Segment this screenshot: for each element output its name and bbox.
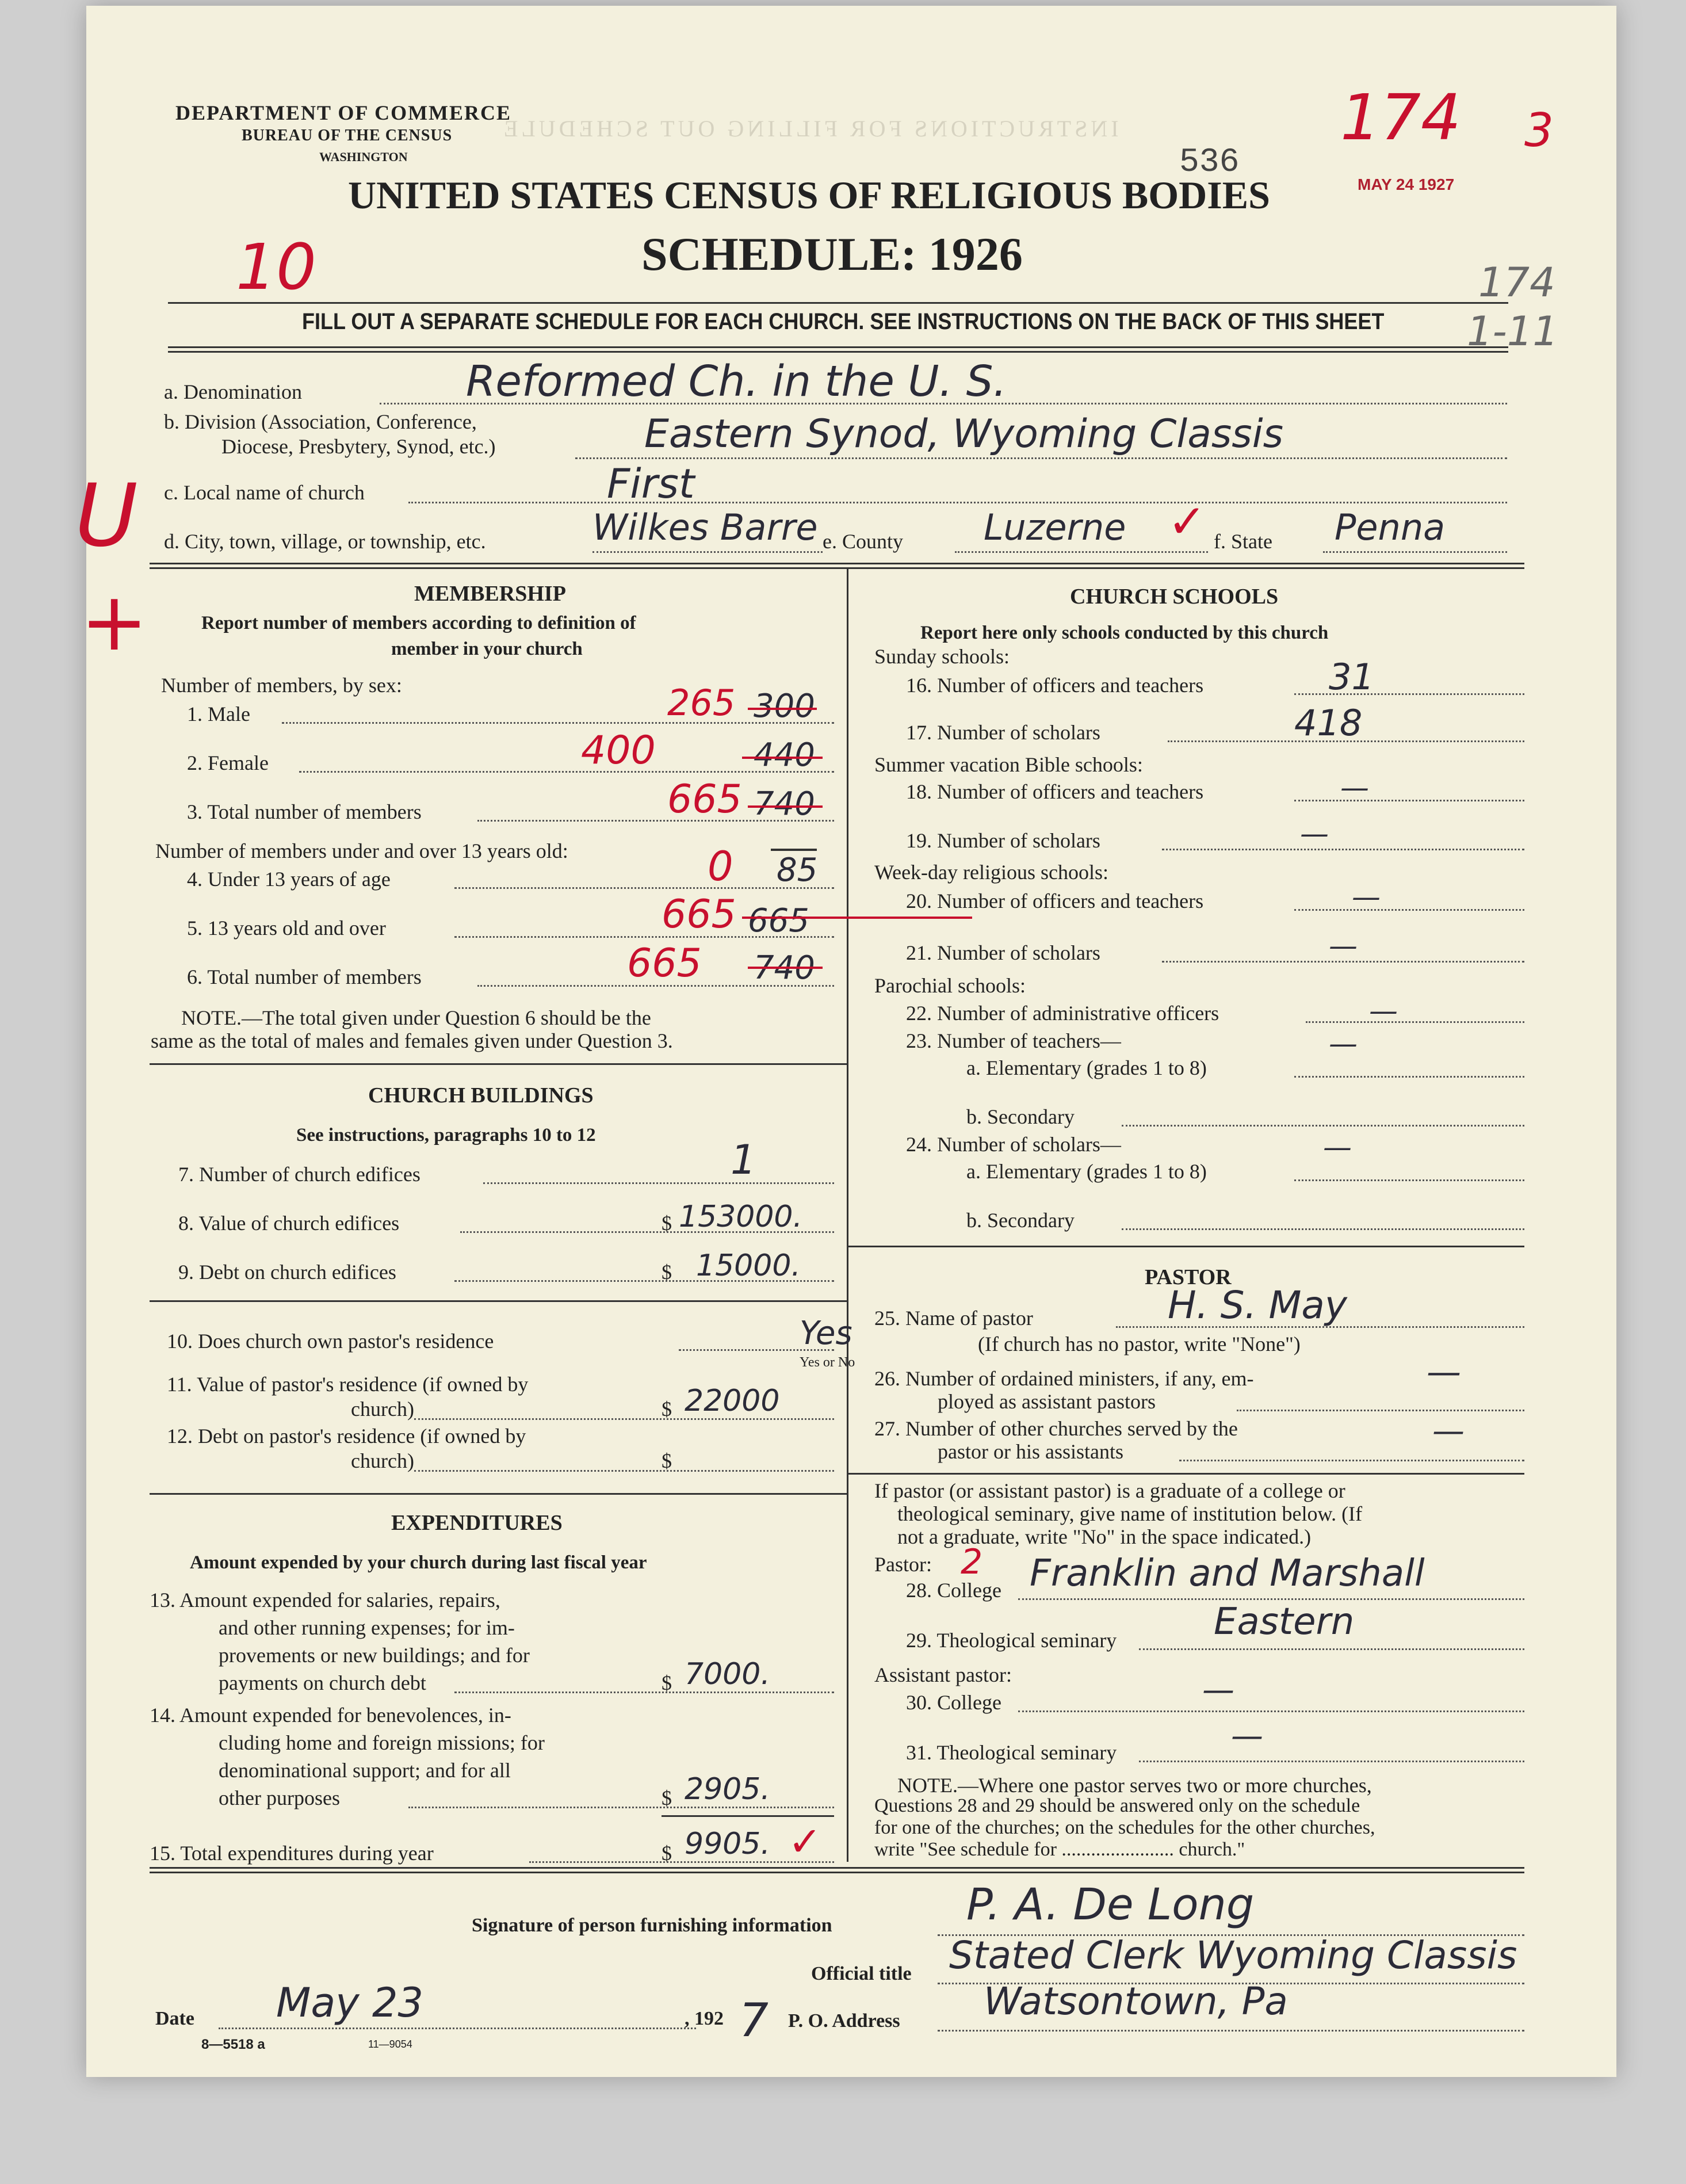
q23b-label: b. Secondary bbox=[966, 1105, 1075, 1128]
q14-dollar: $ bbox=[662, 1786, 672, 1809]
q16-label: 16. Number of officers and teachers bbox=[906, 674, 1204, 697]
q7-edifices-label: 7. Number of church edifices bbox=[178, 1163, 420, 1186]
q24-value: — bbox=[1323, 1131, 1352, 1164]
q30-label: 30. College bbox=[906, 1691, 1001, 1714]
county-label: e. County bbox=[823, 530, 903, 553]
q14-value: 2905. bbox=[685, 1772, 770, 1807]
graduate-text-2: theological seminary, give name of institution below. (If bbox=[897, 1502, 1363, 1525]
assistant-subhead: Assistant pastor: bbox=[874, 1663, 1012, 1686]
state-line bbox=[1323, 551, 1507, 553]
q2-strike bbox=[742, 757, 823, 759]
local-name-label: c. Local name of church bbox=[164, 481, 365, 504]
q28-label: 28. College bbox=[906, 1579, 1001, 1602]
membership-bottom-rule bbox=[150, 1063, 847, 1065]
membership-sub-2: member in your church bbox=[391, 639, 583, 659]
q6-total-label: 6. Total number of members bbox=[187, 965, 422, 988]
print-number: 11—9054 bbox=[368, 2038, 412, 2050]
q13-line-2: and other running expenses; for im- bbox=[219, 1616, 515, 1639]
q6-strike bbox=[748, 967, 823, 969]
q12-debt-label-2: church) bbox=[351, 1449, 414, 1472]
q23a-line bbox=[1294, 1076, 1524, 1078]
date-line bbox=[219, 2028, 696, 2029]
q20-label: 20. Number of officers and teachers bbox=[906, 889, 1204, 912]
division-label: b. Division (Association, Conference, bbox=[164, 410, 477, 433]
members-by-sex-label: Number of members, by sex: bbox=[161, 674, 402, 697]
header-rule-bottom bbox=[168, 351, 1508, 353]
q3-total-old: 740 bbox=[754, 785, 815, 823]
q14-line-4: other purposes bbox=[219, 1786, 340, 1809]
pastor-subhead: Pastor: bbox=[874, 1553, 932, 1576]
po-address-value: Watsontown, Pa bbox=[984, 1979, 1288, 2023]
q14-dots bbox=[408, 1807, 834, 1808]
q8-dollar: $ bbox=[662, 1212, 672, 1235]
city-value: Wilkes Barre bbox=[592, 506, 818, 548]
q9-debt-label: 9. Debt on church edifices bbox=[178, 1261, 396, 1284]
q10-value: Yes bbox=[800, 1315, 852, 1352]
q25-label: 25. Name of pastor bbox=[874, 1307, 1033, 1330]
state-value: Penna bbox=[1335, 506, 1446, 548]
sections-top-rule-2 bbox=[150, 567, 1524, 569]
buildings-sub: See instructions, paragraphs 10 to 12 bbox=[296, 1125, 596, 1146]
red-number-174: 174 bbox=[1340, 81, 1461, 154]
q2-female-label: 2. Female bbox=[187, 751, 269, 774]
footer-top-rule bbox=[150, 1867, 1524, 1869]
header-rule-top bbox=[168, 302, 1508, 304]
expenditures-heading: EXPENDITURES bbox=[391, 1511, 563, 1535]
pastor-mid-rule bbox=[847, 1473, 1524, 1475]
q24-label: 24. Number of scholars— bbox=[906, 1133, 1121, 1156]
q23a-label: a. Elementary (grades 1 to 8) bbox=[966, 1056, 1207, 1079]
fill-out-instruction: FILL OUT A SEPARATE SCHEDULE FOR EACH CHURCH. SEE INSTRUCTIONS ON THE BACK OF THIS SHEET bbox=[302, 309, 1385, 334]
summer-schools-label: Summer vacation Bible schools: bbox=[874, 753, 1143, 776]
q15-total-label: 15. Total expenditures during year bbox=[150, 1842, 434, 1865]
q24a-line bbox=[1294, 1179, 1524, 1181]
bureau-name: BUREAU OF THE CENSUS bbox=[242, 127, 453, 144]
stamp-number: 536 bbox=[1179, 144, 1240, 181]
q12-debt-label: 12. Debt on pastor's residence (if owned by bbox=[167, 1425, 526, 1448]
pencil-174: 174 bbox=[1478, 259, 1555, 306]
q15-dollar: $ bbox=[662, 1842, 672, 1865]
pastor-note-2: Questions 28 and 29 should be answered only on the schedule bbox=[874, 1795, 1360, 1816]
q11-value: 22000 bbox=[685, 1384, 780, 1418]
q25-hint: (If church has no pastor, write "None") bbox=[978, 1332, 1301, 1356]
pastor-red-mark: 2 bbox=[961, 1542, 983, 1582]
q27-line bbox=[1179, 1460, 1524, 1461]
q10-residence-label: 10. Does church own pastor's residence bbox=[167, 1330, 494, 1353]
q3-total-new: 665 bbox=[667, 777, 742, 822]
q13-dollar: $ bbox=[662, 1671, 672, 1694]
official-title-value: Stated Clerk Wyoming Classis bbox=[949, 1933, 1517, 1977]
footer-top-rule-2 bbox=[150, 1872, 1524, 1873]
q5-over13-new: 665 bbox=[662, 892, 736, 937]
buildings-heading: CHURCH BUILDINGS bbox=[368, 1083, 594, 1108]
q22-line bbox=[1306, 1021, 1524, 1023]
q13-dots bbox=[454, 1692, 834, 1693]
q7-line bbox=[483, 1182, 834, 1184]
column-divider bbox=[847, 567, 848, 1862]
year-label: , 192 bbox=[685, 2008, 724, 2029]
schedule-title: SCHEDULE: 1926 bbox=[641, 228, 1023, 280]
q23-value: — bbox=[1329, 1027, 1358, 1060]
q26-label-2: ployed as assistant pastors bbox=[938, 1390, 1156, 1413]
local-name-line bbox=[408, 502, 1507, 503]
q6-total-new: 665 bbox=[627, 941, 702, 986]
bureau-city: WASHINGTON bbox=[319, 150, 408, 164]
county-line bbox=[955, 551, 1208, 553]
red-number-10: 10 bbox=[236, 230, 316, 304]
pastor-note-3: for one of the churches; on the schedules for the other churches, bbox=[874, 1817, 1375, 1838]
city-label: d. City, town, village, or township, etc. bbox=[164, 530, 486, 553]
q18-value: — bbox=[1340, 771, 1369, 804]
parochial-schools-label: Parochial schools: bbox=[874, 974, 1026, 997]
q14-line-2: cluding home and foreign missions; for bbox=[219, 1731, 545, 1754]
q24b-line bbox=[1122, 1228, 1524, 1230]
q2-female-old: 440 bbox=[754, 736, 815, 774]
q16-value: 31 bbox=[1329, 656, 1374, 698]
q20-line bbox=[1294, 909, 1524, 911]
po-address-label: P. O. Address bbox=[788, 2010, 900, 2032]
q13-line-4: payments on church debt bbox=[219, 1671, 426, 1694]
city-line bbox=[592, 551, 823, 553]
division-value: Eastern Synod, Wyoming Classis bbox=[644, 411, 1284, 457]
q1-male-old: 300 bbox=[754, 688, 815, 725]
q30-line bbox=[1018, 1710, 1524, 1712]
q15-check-icon: ✓ bbox=[788, 1818, 822, 1865]
q1-line bbox=[282, 722, 834, 724]
q11-value-label-2: church) bbox=[351, 1398, 414, 1421]
q13-value: 7000. bbox=[685, 1657, 770, 1692]
q1-male-new: 265 bbox=[667, 682, 736, 724]
division-line bbox=[575, 457, 1507, 459]
q3-strike bbox=[748, 805, 823, 808]
q27-label-2: pastor or his assistants bbox=[938, 1440, 1123, 1463]
q12-line bbox=[414, 1470, 834, 1472]
q20-value: — bbox=[1352, 880, 1381, 914]
header-rule-mid bbox=[168, 346, 1508, 348]
graduate-text-1: If pastor (or assistant pastor) is a graduate of a college or bbox=[874, 1479, 1345, 1502]
margin-red-mark: U bbox=[75, 466, 138, 566]
expenditures-sum-rule bbox=[662, 1815, 834, 1817]
buildings-mid-rule bbox=[150, 1300, 847, 1302]
q11-line bbox=[414, 1418, 834, 1420]
q26-line bbox=[1237, 1410, 1524, 1411]
sections-top-rule bbox=[150, 563, 1524, 564]
q14-line-1: 14. Amount expended for benevolences, in- bbox=[150, 1704, 511, 1727]
expenditures-sub: Amount expended by your church during last fiscal year bbox=[190, 1552, 647, 1573]
signature-label: Signature of person furnishing information bbox=[472, 1915, 832, 1936]
q30-value: — bbox=[1202, 1671, 1234, 1709]
q8-value-label: 8. Value of church edifices bbox=[178, 1212, 400, 1235]
q13-line-3: provements or new buildings; and for bbox=[219, 1644, 530, 1667]
q14-line-3: denominational support; and for all bbox=[219, 1759, 511, 1782]
form-number: 8—5518 a bbox=[201, 2037, 265, 2052]
q4-strike bbox=[771, 849, 817, 851]
official-title-label: Official title bbox=[811, 1963, 912, 1984]
q18-line bbox=[1294, 800, 1524, 801]
q26-value: — bbox=[1427, 1352, 1461, 1392]
q5-over13-old: 665 bbox=[748, 902, 809, 940]
q9-value: 15000. bbox=[696, 1248, 801, 1283]
members-by-age-label: Number of members under and over 13 years old: bbox=[155, 839, 568, 862]
stamp-date: MAY 24 1927 bbox=[1358, 175, 1455, 193]
q21-label: 21. Number of scholars bbox=[906, 941, 1100, 964]
q29-line bbox=[1139, 1648, 1524, 1650]
q31-label: 31. Theological seminary bbox=[906, 1741, 1117, 1764]
q17-value: 418 bbox=[1294, 702, 1363, 744]
q13-line-1: 13. Amount expended for salaries, repairs, bbox=[150, 1589, 500, 1612]
census-schedule-sheet bbox=[75, 6, 1616, 2077]
county-check-icon: ✓ bbox=[1168, 495, 1207, 548]
q3-total-label: 3. Total number of members bbox=[187, 800, 422, 823]
q17-label: 17. Number of scholars bbox=[906, 721, 1100, 744]
q23b-line bbox=[1122, 1125, 1524, 1127]
q19-value: — bbox=[1300, 817, 1329, 850]
county-value: Luzerne bbox=[984, 506, 1126, 548]
q28-value: Franklin and Marshall bbox=[1030, 1552, 1425, 1595]
division-label-2: Diocese, Presbytery, Synod, etc.) bbox=[221, 435, 496, 458]
membership-note-2: same as the total of males and females given under Question 3. bbox=[151, 1029, 673, 1052]
weekday-schools-label: Week-day religious schools: bbox=[874, 861, 1109, 884]
form-title: UNITED STATES CENSUS OF RELIGIOUS BODIES bbox=[348, 173, 1270, 217]
q2-female-new: 400 bbox=[581, 728, 656, 773]
q8-value: 153000. bbox=[679, 1200, 803, 1234]
q22-value: — bbox=[1369, 994, 1398, 1028]
graduate-text-3: not a graduate, write "No" in the space indicated.) bbox=[897, 1525, 1312, 1548]
department-name: DEPARTMENT OF COMMERCE bbox=[175, 101, 512, 124]
membership-note-1: NOTE.—The total given under Question 6 should be the bbox=[181, 1006, 651, 1029]
q10-hint: Yes or No bbox=[800, 1355, 855, 1370]
denomination-label: a. Denomination bbox=[164, 380, 302, 403]
q31-line bbox=[1139, 1761, 1524, 1762]
q24b-label: b. Secondary bbox=[966, 1209, 1075, 1232]
pastor-note-1: NOTE.—Where one pastor serves two or more churches, bbox=[897, 1774, 1372, 1797]
q1-male-label: 1. Male bbox=[187, 702, 250, 726]
q29-label: 29. Theological seminary bbox=[906, 1629, 1117, 1652]
q31-value: — bbox=[1231, 1717, 1263, 1755]
q1-strike bbox=[748, 708, 817, 710]
background-bleed-text: INSTRUCTIONS FOR FILLING OUT SCHEDULE bbox=[500, 116, 1119, 142]
q27-value: — bbox=[1432, 1412, 1465, 1450]
state-label: f. State bbox=[1214, 530, 1272, 553]
q4-under13-old: 85 bbox=[777, 852, 818, 889]
q23-label: 23. Number of teachers— bbox=[906, 1029, 1121, 1052]
signature-value: P. A. De Long bbox=[966, 1878, 1255, 1930]
q28-line bbox=[1018, 1598, 1524, 1600]
sunday-schools-label: Sunday schools: bbox=[874, 645, 1010, 668]
q15-value: 9905. bbox=[685, 1827, 770, 1861]
q21-value: — bbox=[1329, 929, 1358, 963]
margin-red-plus: + bbox=[81, 575, 148, 669]
q19-line bbox=[1162, 849, 1524, 850]
q19-label: 19. Number of scholars bbox=[906, 829, 1100, 852]
denomination-value: Reformed Ch. in the U. S. bbox=[466, 357, 1007, 406]
q7-edifices-value: 1 bbox=[731, 1136, 756, 1183]
membership-sub-1: Report number of members according to definition of bbox=[201, 613, 636, 633]
q6-total-old: 740 bbox=[754, 949, 815, 987]
po-address-line bbox=[938, 2030, 1524, 2032]
red-mark-3: 3 bbox=[1524, 104, 1554, 157]
q26-label-1: 26. Number of ordained ministers, if any, em- bbox=[874, 1367, 1254, 1390]
q18-label: 18. Number of officers and teachers bbox=[906, 780, 1204, 803]
q22-label: 22. Number of administrative officers bbox=[906, 1002, 1219, 1025]
q27-label-1: 27. Number of other churches served by the bbox=[874, 1417, 1238, 1440]
date-value: May 23 bbox=[276, 1979, 424, 2026]
pastor-note-4: write "See schedule for ....................... church." bbox=[874, 1839, 1245, 1860]
schools-sub: Report here only schools conducted by this church bbox=[920, 623, 1329, 643]
schools-heading: CHURCH SCHOOLS bbox=[1070, 585, 1279, 609]
q25-value: H. S. May bbox=[1168, 1283, 1347, 1327]
membership-heading: MEMBERSHIP bbox=[414, 582, 566, 606]
q29-value: Eastern bbox=[1214, 1601, 1355, 1643]
q9-dollar: $ bbox=[662, 1261, 672, 1284]
buildings-bottom-rule bbox=[150, 1493, 847, 1495]
schools-bottom-rule bbox=[847, 1246, 1524, 1247]
pencil-1-11: 1-11 bbox=[1467, 308, 1558, 355]
q11-value-label: 11. Value of pastor's residence (if owned by bbox=[167, 1373, 529, 1396]
pastor-heading: PASTOR bbox=[1145, 1265, 1232, 1289]
q4-under13-label: 4. Under 13 years of age bbox=[187, 868, 391, 891]
q24a-label: a. Elementary (grades 1 to 8) bbox=[966, 1160, 1207, 1183]
q11-dollar: $ bbox=[662, 1398, 672, 1421]
year-value: 7 bbox=[739, 1994, 769, 2047]
q4-under13-new: 0 bbox=[708, 843, 733, 890]
local-name-value: First bbox=[607, 460, 695, 507]
q12-dollar: $ bbox=[662, 1449, 672, 1472]
q5-over13-label: 5. 13 years old and over bbox=[187, 917, 386, 940]
date-label: Date bbox=[155, 2008, 194, 2029]
q5-strike bbox=[742, 917, 972, 919]
